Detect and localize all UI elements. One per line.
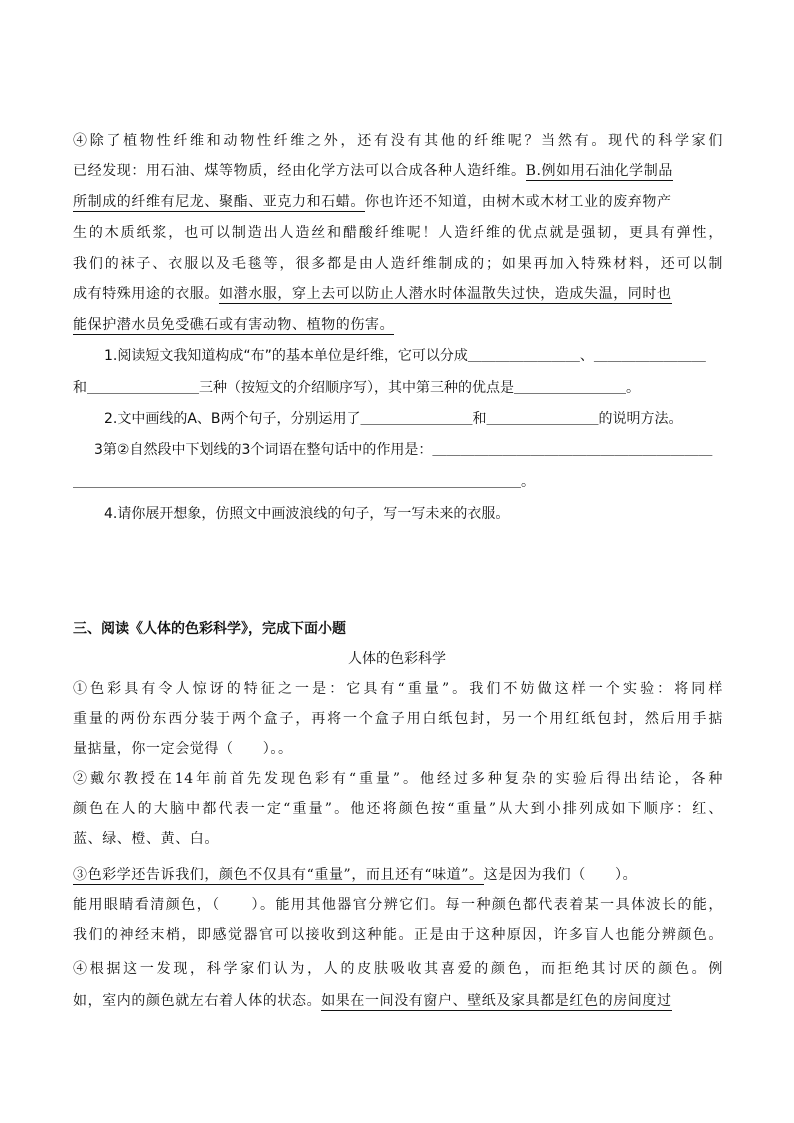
question-1-line-2: 和＿＿＿＿＿＿＿＿三种（按短文的介绍顺序写），其中第三种的优点是＿＿＿＿＿＿＿＿。 [73,380,640,396]
passage-text: 你也许还不知道，由树木或木材工业的废弃物产 [365,194,672,210]
para-text: 这是因为我们（ ）。 [483,867,638,883]
question-3-line-2: ＿＿＿＿＿＿＿＿＿＿＿＿＿＿＿＿＿＿＿＿＿＿＿＿＿＿＿＿＿＿＿＿。 [73,474,535,490]
para-3-line-3: 我们的神经末梢，即感觉器官可以接收到这种能。正是由于这种原因，许多盲人也能分辨颜色。 [73,927,723,943]
passage-line-5: 我们的袜子、衣服以及毛毯等，很多都是由人造纤维制成的；如果再加入特殊材料，还可以制 [73,256,723,272]
para-2-line-1: ②戴尔教授在14年前首先发现色彩有“重量”。他经过多种复杂的实验后得出结论，各种 [73,771,723,787]
wavy-underlined-sentence-cont: 能保护潜水员免受礁石或有害动物、植物的伤害。 [73,317,395,333]
question-1-line-1: 1.阅读短文我知道构成“布”的基本单位是纤维，它可以分成＿＿＿＿＿＿＿＿、＿＿＿＿＿＿＿＿ [104,348,706,364]
passage-line-6 [73,283,723,307]
question-2: 2.文中画线的A、B两个句子，分别运用了＿＿＿＿＿＿＿＿和＿＿＿＿＿＿＿＿的说明方法。 [104,411,683,427]
para-3-line-2: 能用眼睛看清颜色，（ ）。能用其他器官分辨它们。每一种颜色都代表着某一具体波长的能， [73,897,723,913]
passage-line-4: 生的木质纸浆，也可以制造出人造丝和醋酸纤维呢！人造纤维的优点就是强韧，更具有弹性， [73,225,723,241]
para-4-line-2 [73,990,723,1014]
para-1-line-2: 重量的两份东西分装于两个盒子，再将一个盒子用白纸包封，另一个用红纸包封，然后用手掂 [73,711,723,727]
passage-line-1: ④除了植物性纤维和动物性纤维之外，还有没有其他的纤维呢？当然有。现代的科学家们 [73,133,723,149]
para-4-line-1: ④根据这一发现，科学家们认为，人的皮肤吸收其喜爱的颜色，而拒绝其讨厌的颜色。例 [73,961,723,977]
underlined-sentence-b: B.例如用石油化学制品 [525,163,673,179]
passage-line-7 [73,314,723,338]
underlined-sentence: ③色彩学还告诉我们，颜色不仅具有“重量”，而且还有“味道”。 [73,867,484,883]
underlined-sentence-b-cont: 所制成的纤维有尼龙、聚酯、亚克力和石蜡。 [73,194,365,210]
wavy-underlined-sentence: 如潜水服，穿上去可以防止人潜水时体温散失过快，造成失温，同时也 [219,286,672,302]
passage-text: 已经发现：用石油、煤等物质，经由化学方法可以合成各种人造纤维。 [73,163,526,179]
passage-text: 成有特殊用途的衣服。 [73,286,219,302]
passage-line-3 [73,191,723,215]
para-text: 如，室内的颜色就左右着人体的状态。 [73,993,322,1009]
question-4: 4.请你展开想象，仿照文中画波浪线的句子，写一写未来的衣服。 [104,506,510,522]
para-1-line-3: 量掂量，你一定会觉得（ ）。。 [73,741,293,757]
para-2-line-2: 颜色在人的大脑中都代表一定“重量”。他还将颜色按“重量”从大到小排列成如下顺序：红、 [73,801,723,817]
para-1-line-1: ①色彩具有令人惊讶的特征之一是：它具有“重量”。我们不妨做这样一个实验：将同样 [73,681,723,697]
underlined-sentence: 如果在一间没有窗户、壁纸及家具都是红色的房间度过 [321,993,672,1009]
question-3-line-1: 3第②自然段中下划线的3个词语在整句话中的作用是：＿＿＿＿＿＿＿＿＿＿＿＿＿＿＿＿＿＿＿＿ [94,442,713,458]
para-3-line-1 [73,864,723,888]
passage-line-2 [73,160,723,184]
para-2-line-3: 蓝、绿、橙、黄、白。 [73,831,219,847]
article-title: 人体的色彩科学 [348,651,446,667]
section-3-heading: 三、阅读《人体的色彩科学》，完成下面小题 [73,621,346,637]
